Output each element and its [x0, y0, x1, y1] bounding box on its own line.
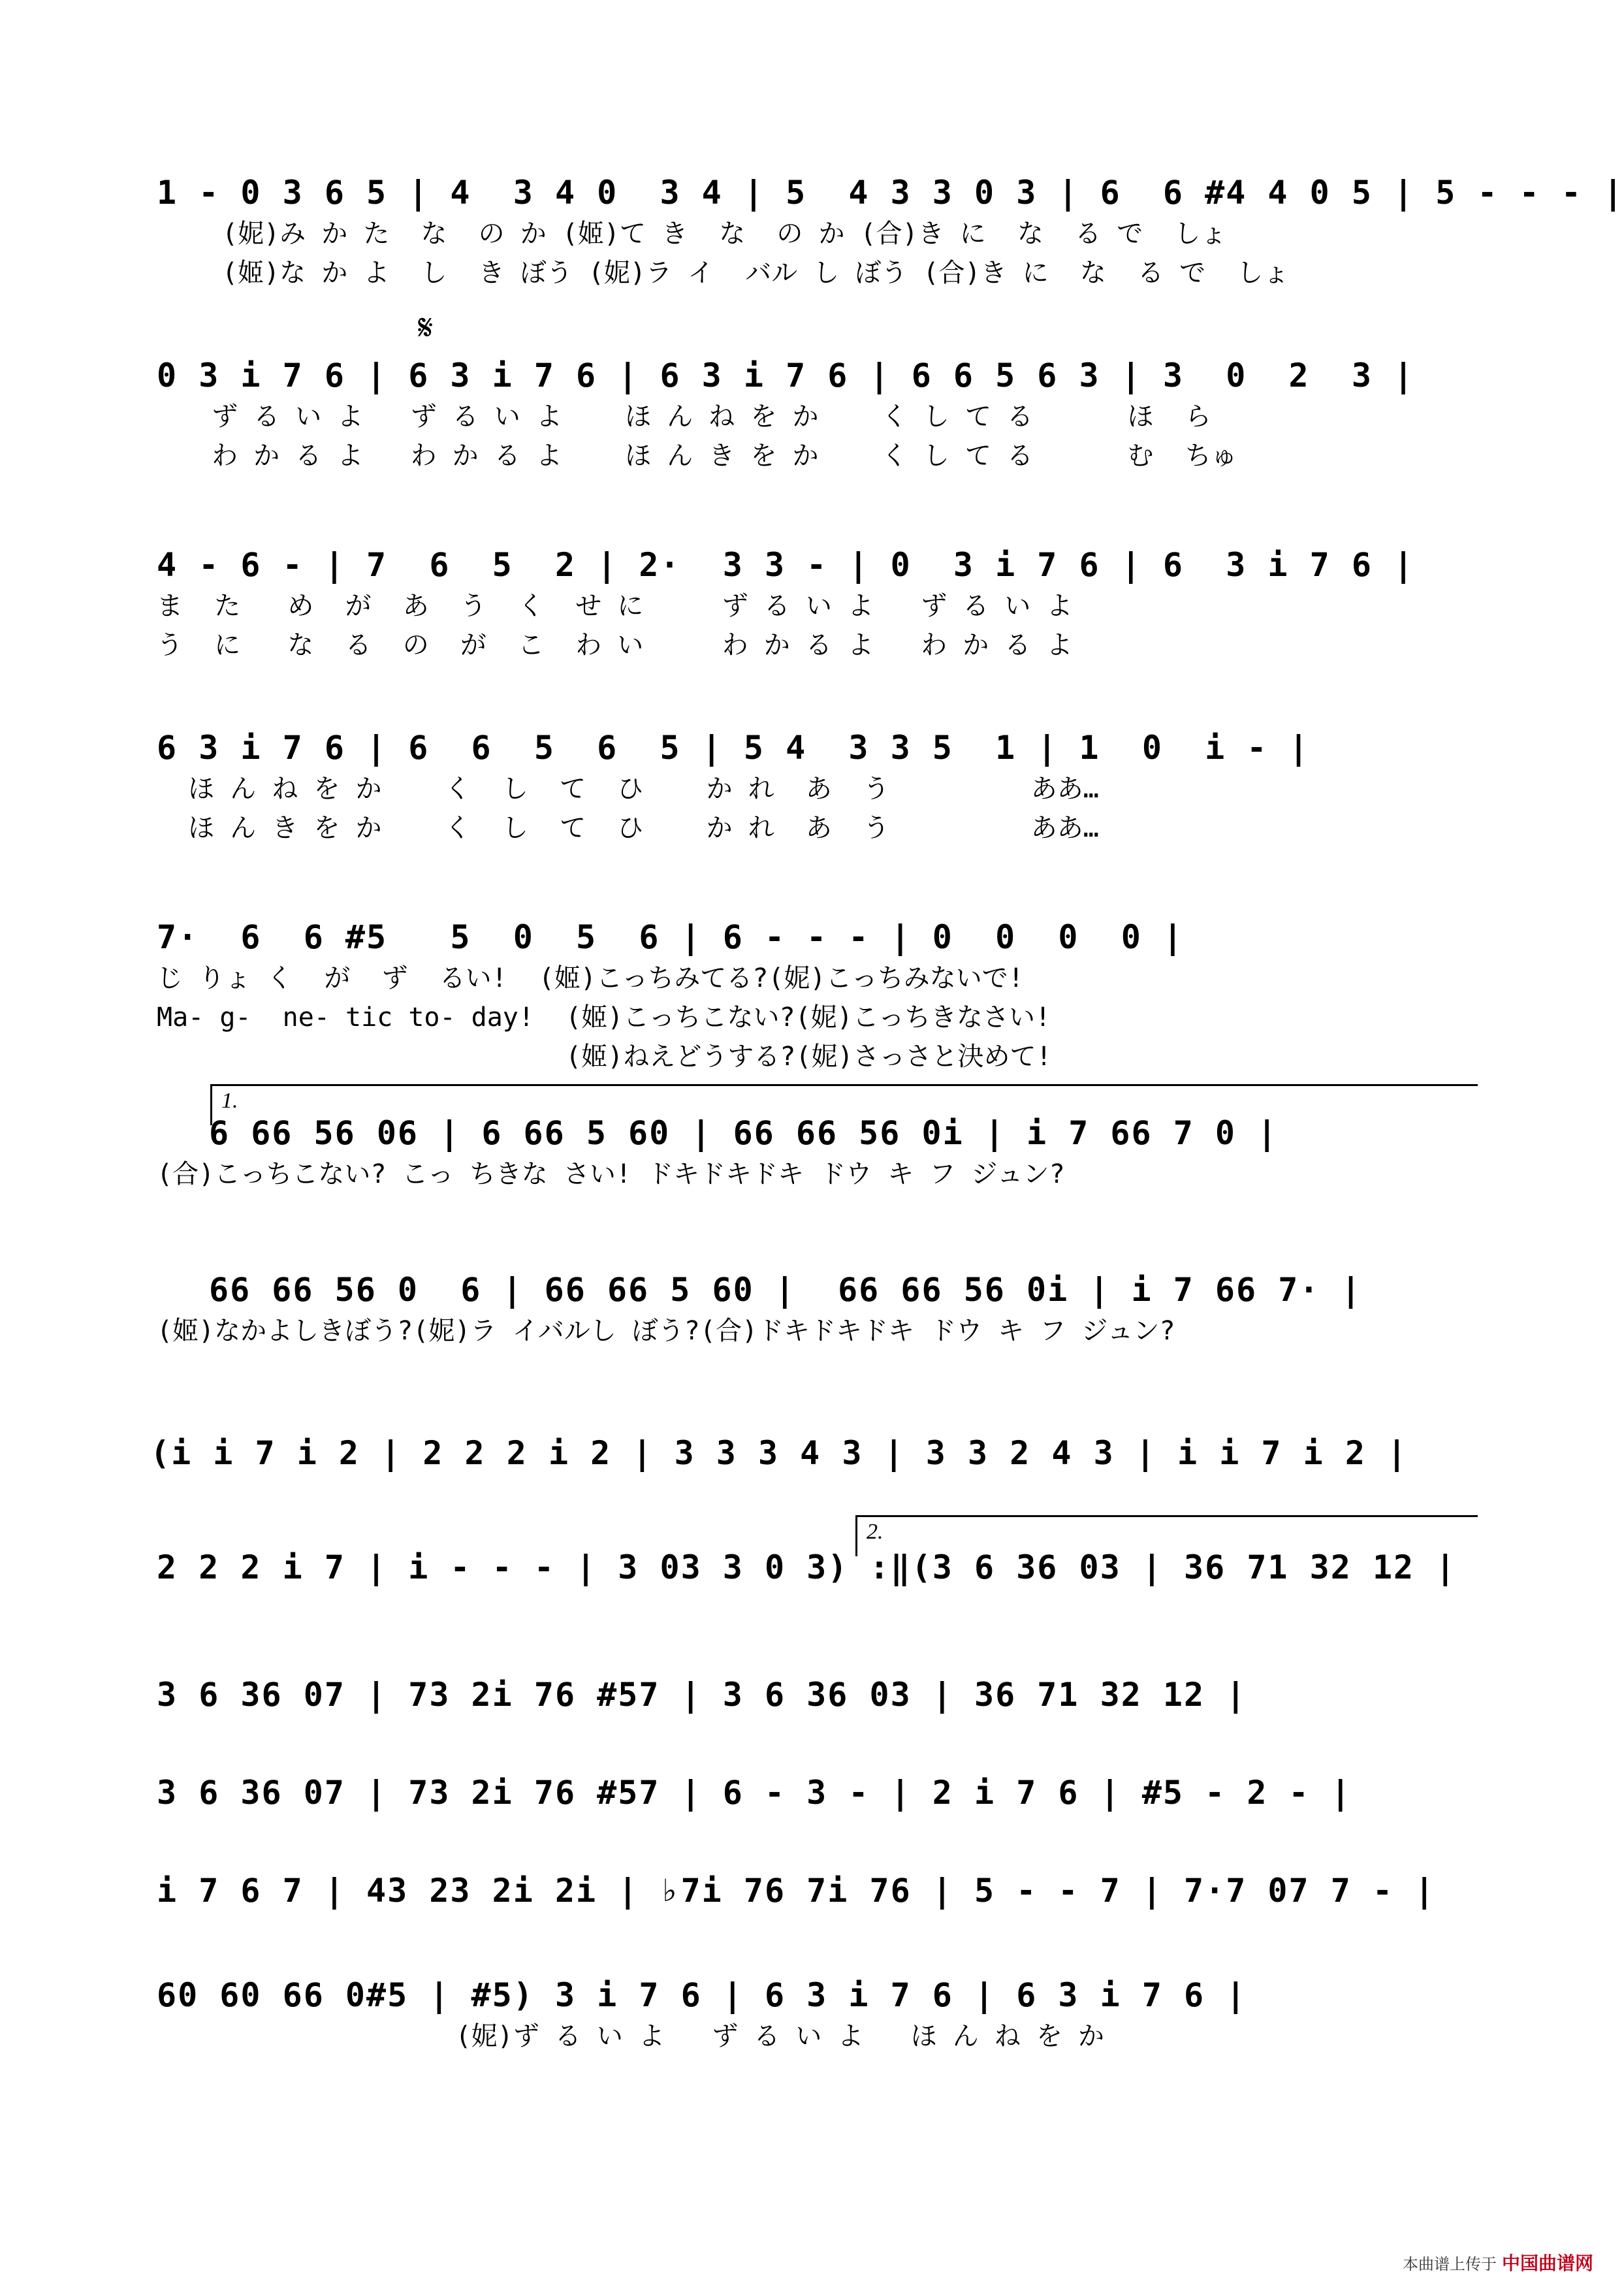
lyric-row-2: Ma- g- ne- tic to- day! (姬)こっちこない?(妮)こっちきなさい!	[157, 1002, 1051, 1033]
notation-row: 7· 6 6 #5 5 0 5 6 | 6 - - - | 0 0 0 0 |	[157, 918, 1185, 956]
lyric-row-1: (妮)み か た な の か (姬)て き な の か (合)き に な る で しょ	[222, 219, 1227, 249]
notation-row: 3 6 36 07 | 73 2i 76 #57 | 3 6 36 03 | 36 71 32 12 |	[157, 1676, 1247, 1714]
notation-row: 4 - 6 - | 7 6 5 2 | 2· 3 3 - | 0 3 i 7 6 | 6 3 i 7 6 |	[157, 546, 1415, 584]
lyric-row-1: (合)こっちこない? こっ ちきな さい! ドキドキドキ ドウ キ フ ジュン?	[157, 1159, 1065, 1189]
notation-row: 6 3 i 7 6 | 6 6 5 6 5 | 5 4 3 3 5 1 | 1 0 i - |	[157, 729, 1310, 767]
lyric-row-1: (姬)なかよしきぼう?(妮)ラ イバルし ぼう?(合)ドキドキドキ ドウ キ フ ジュン?	[157, 1316, 1175, 1346]
lyric-row-2: (姬)な か よ し き ぼう (妮)ラ イ バル し ぼう (合)き に な る で しょ	[222, 258, 1290, 288]
lyric-row-2: ほ ん き を か く し て ひ か れ あ う ああ…	[157, 813, 1099, 843]
lyric-row-1: (妮)ず る い よ ず る い よ ほ ん ね を か	[157, 2021, 1105, 2051]
segno-symbol: 𝄋	[418, 307, 434, 348]
volta-label: 1.	[221, 1089, 238, 1113]
lyric-row-1: じ りょ く が ず るい! (姬)こっちみてる?(妮)こっちみないで!	[157, 963, 1024, 993]
volta-label: 2.	[867, 1520, 884, 1544]
notation-row: 66 66 56 0 6 | 66 66 5 60 | 66 66 56 0i | i 7 66 7· |	[209, 1271, 1362, 1309]
notation-row: 0 3 i 7 6 | 6 3 i 7 6 | 6 3 i 7 6 | 6 6 5 6 3 | 3 0 2 3 |	[157, 357, 1415, 394]
footer-watermark	[1403, 2249, 1593, 2275]
notation-row: 60 60 66 0#5 | #5) 3 i 7 6 | 6 3 i 7 6 | 6 3 i 7 6 |	[157, 1976, 1247, 2014]
notation-row: 1 - 0 3 6 5 | 4 3 4 0 3 4 | 5 4 3 3 0 3 | 6 6 #4 4 0 5 | 5 - - - |	[157, 174, 1624, 212]
notation-row: 3 6 36 07 | 73 2i 76 #57 | 6 - 3 - | 2 i 7 6 | #5 - 2 - |	[157, 1774, 1352, 1812]
notation-row: 6 66 56 06 | 6 66 5 60 | 66 66 56 0i | i 7 66 7 0 |	[209, 1114, 1279, 1152]
lyric-row-2: う に な る の が こ わ い わ か る よ わ か る よ	[157, 630, 1073, 660]
notation-row: (i i 7 i 2 | 2 2 2 i 2 | 3 3 3 4 3 | 3 3 2 4 3 | i i 7 i 2 |	[150, 1434, 1409, 1472]
lyric-row-1: ほ ん ね を か く し て ひ か れ あ う ああ…	[157, 774, 1099, 804]
lyric-row-2: わ か る よ わ か る よ ほ ん き を か く し て る む ちゅ	[196, 441, 1237, 471]
lyric-row-1: ま た め が あ う く せ に ず る い よ ず る い よ	[157, 591, 1073, 621]
notation-row: i 7 6 7 | 43 23 2i 2i | ♭7i 76 7i 76 | 5 - - 7 | 7·7 07 7 - |	[157, 1872, 1436, 1910]
site-logo: 中国曲谱网	[1501, 2252, 1593, 2274]
footer-text: 本曲谱上传于	[1402, 2255, 1497, 2273]
lyric-row-1: ず る い よ ず る い よ ほ ん ね を か く し て る ほ ら	[196, 402, 1211, 432]
notation-row: 2 2 2 i 7 | i - - - | 3 03 3 0 3) :‖(3 6 36 03 | 36 71 32 12 |	[157, 1548, 1457, 1586]
lyric-row-3: (姬)ねえどうする?(妮)さっさと決めて!	[157, 1042, 1052, 1072]
